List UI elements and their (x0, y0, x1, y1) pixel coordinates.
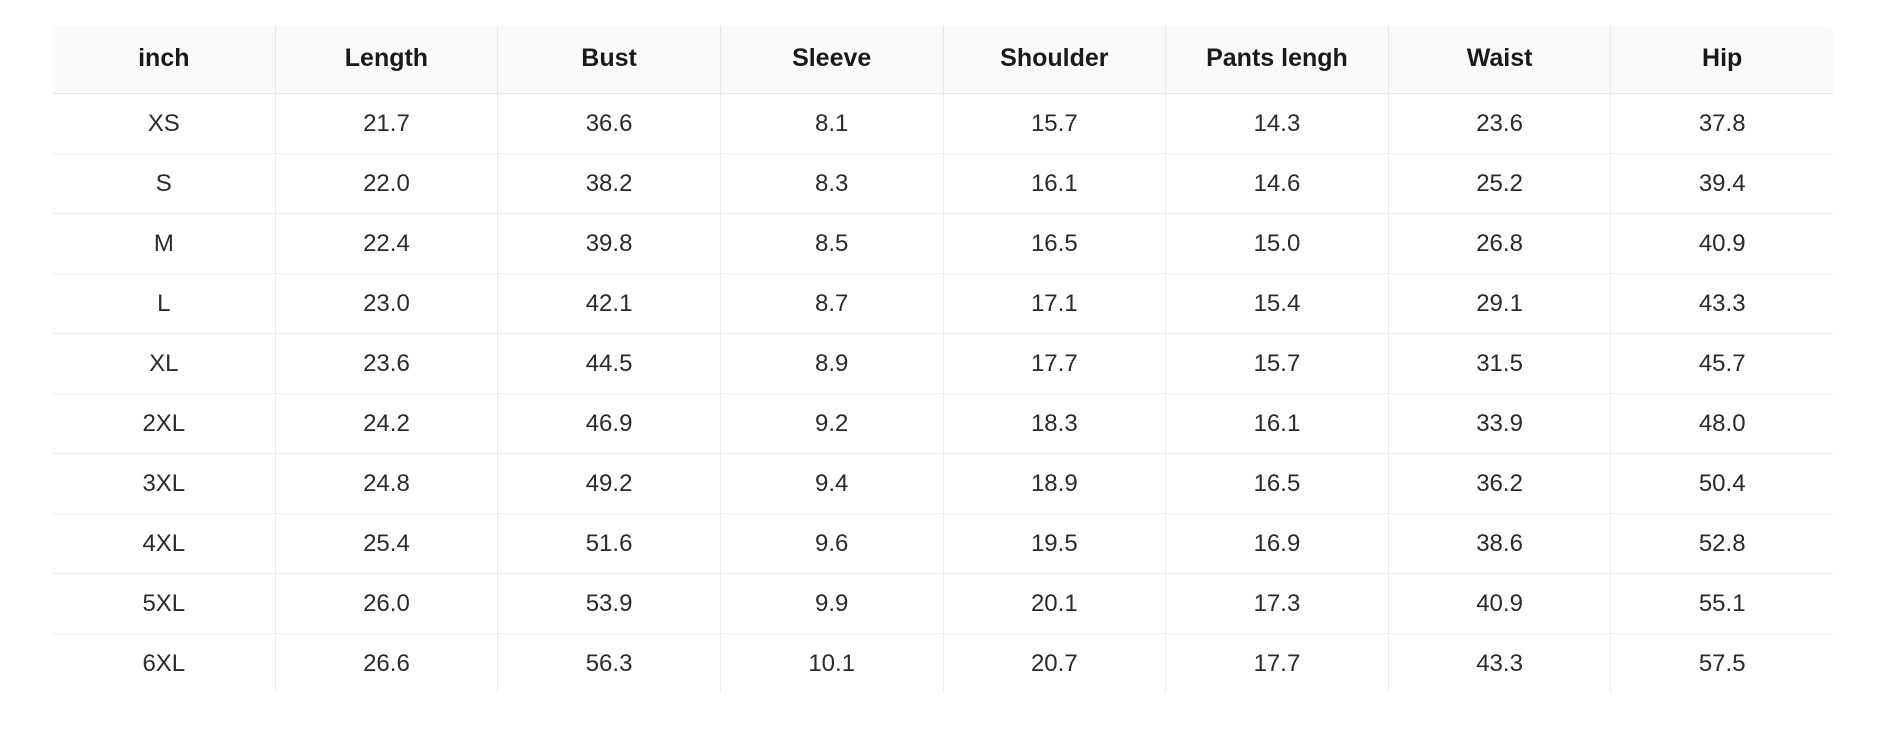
cell-hip: 48.0 (1611, 394, 1834, 454)
column-header-shoulder: Shoulder (943, 26, 1166, 94)
cell-bust: 39.8 (498, 214, 721, 274)
table-header (53, 26, 1834, 94)
column-header-bust: Bust (498, 26, 721, 94)
cell-shoulder: 20.1 (943, 574, 1166, 634)
cell-size: 4XL (53, 514, 276, 574)
cell-shoulder: 16.1 (943, 154, 1166, 214)
cell-hip: 43.3 (1611, 274, 1834, 334)
cell-hip: 52.8 (1611, 514, 1834, 574)
table-row (53, 394, 1834, 454)
cell-waist: 43.3 (1388, 634, 1611, 694)
cell-sleeve: 8.1 (720, 94, 943, 154)
cell-waist: 29.1 (1388, 274, 1611, 334)
cell-length: 26.6 (275, 634, 498, 694)
cell-pants-length: 16.9 (1166, 514, 1389, 574)
cell-hip: 39.4 (1611, 154, 1834, 214)
cell-pants-length: 14.3 (1166, 94, 1389, 154)
cell-length: 24.2 (275, 394, 498, 454)
cell-shoulder: 20.7 (943, 634, 1166, 694)
cell-length: 24.8 (275, 454, 498, 514)
cell-size: XS (53, 94, 276, 154)
column-header-pants-length: Pants lengh (1166, 26, 1389, 94)
cell-sleeve: 9.6 (720, 514, 943, 574)
column-header-length: Length (275, 26, 498, 94)
table-row (53, 634, 1834, 694)
cell-waist: 26.8 (1388, 214, 1611, 274)
cell-bust: 49.2 (498, 454, 721, 514)
cell-sleeve: 8.3 (720, 154, 943, 214)
cell-size: L (53, 274, 276, 334)
table-row (53, 334, 1834, 394)
cell-waist: 23.6 (1388, 94, 1611, 154)
cell-length: 25.4 (275, 514, 498, 574)
cell-size: 5XL (53, 574, 276, 634)
cell-pants-length: 17.3 (1166, 574, 1389, 634)
cell-pants-length: 16.5 (1166, 454, 1389, 514)
cell-waist: 33.9 (1388, 394, 1611, 454)
column-header-sleeve: Sleeve (720, 26, 943, 94)
table-row (53, 274, 1834, 334)
cell-sleeve: 9.9 (720, 574, 943, 634)
column-header-inch: inch (53, 26, 276, 94)
cell-sleeve: 9.4 (720, 454, 943, 514)
cell-bust: 51.6 (498, 514, 721, 574)
cell-pants-length: 16.1 (1166, 394, 1389, 454)
cell-length: 21.7 (275, 94, 498, 154)
table-row (53, 94, 1834, 154)
column-header-hip: Hip (1611, 26, 1834, 94)
cell-hip: 50.4 (1611, 454, 1834, 514)
cell-hip: 37.8 (1611, 94, 1834, 154)
cell-bust: 36.6 (498, 94, 721, 154)
cell-sleeve: 10.1 (720, 634, 943, 694)
cell-shoulder: 15.7 (943, 94, 1166, 154)
cell-shoulder: 17.1 (943, 274, 1166, 334)
cell-size: S (53, 154, 276, 214)
cell-bust: 38.2 (498, 154, 721, 214)
cell-length: 23.6 (275, 334, 498, 394)
table-header-row (53, 26, 1834, 94)
cell-sleeve: 8.5 (720, 214, 943, 274)
cell-waist: 38.6 (1388, 514, 1611, 574)
cell-hip: 40.9 (1611, 214, 1834, 274)
table-row (53, 214, 1834, 274)
cell-pants-length: 17.7 (1166, 634, 1389, 694)
cell-shoulder: 19.5 (943, 514, 1166, 574)
cell-shoulder: 16.5 (943, 214, 1166, 274)
cell-sleeve: 8.7 (720, 274, 943, 334)
cell-sleeve: 9.2 (720, 394, 943, 454)
cell-waist: 40.9 (1388, 574, 1611, 634)
cell-waist: 36.2 (1388, 454, 1611, 514)
table-row (53, 514, 1834, 574)
cell-length: 22.0 (275, 154, 498, 214)
cell-bust: 53.9 (498, 574, 721, 634)
cell-size: 2XL (53, 394, 276, 454)
cell-size: 3XL (53, 454, 276, 514)
cell-pants-length: 15.0 (1166, 214, 1389, 274)
table-row (53, 454, 1834, 514)
cell-hip: 55.1 (1611, 574, 1834, 634)
table-row (53, 154, 1834, 214)
table-body (53, 94, 1834, 694)
cell-hip: 57.5 (1611, 634, 1834, 694)
table-row (53, 574, 1834, 634)
cell-bust: 46.9 (498, 394, 721, 454)
cell-size: 6XL (53, 634, 276, 694)
cell-size: M (53, 214, 276, 274)
cell-pants-length: 14.6 (1166, 154, 1389, 214)
cell-length: 22.4 (275, 214, 498, 274)
cell-waist: 25.2 (1388, 154, 1611, 214)
cell-pants-length: 15.7 (1166, 334, 1389, 394)
cell-hip: 45.7 (1611, 334, 1834, 394)
cell-waist: 31.5 (1388, 334, 1611, 394)
cell-shoulder: 18.9 (943, 454, 1166, 514)
column-header-waist: Waist (1388, 26, 1611, 94)
cell-length: 23.0 (275, 274, 498, 334)
cell-sleeve: 8.9 (720, 334, 943, 394)
cell-shoulder: 18.3 (943, 394, 1166, 454)
cell-bust: 42.1 (498, 274, 721, 334)
size-chart-container (52, 25, 1834, 694)
size-chart-table (52, 25, 1834, 694)
cell-bust: 56.3 (498, 634, 721, 694)
cell-size: XL (53, 334, 276, 394)
cell-length: 26.0 (275, 574, 498, 634)
cell-pants-length: 15.4 (1166, 274, 1389, 334)
cell-shoulder: 17.7 (943, 334, 1166, 394)
cell-bust: 44.5 (498, 334, 721, 394)
